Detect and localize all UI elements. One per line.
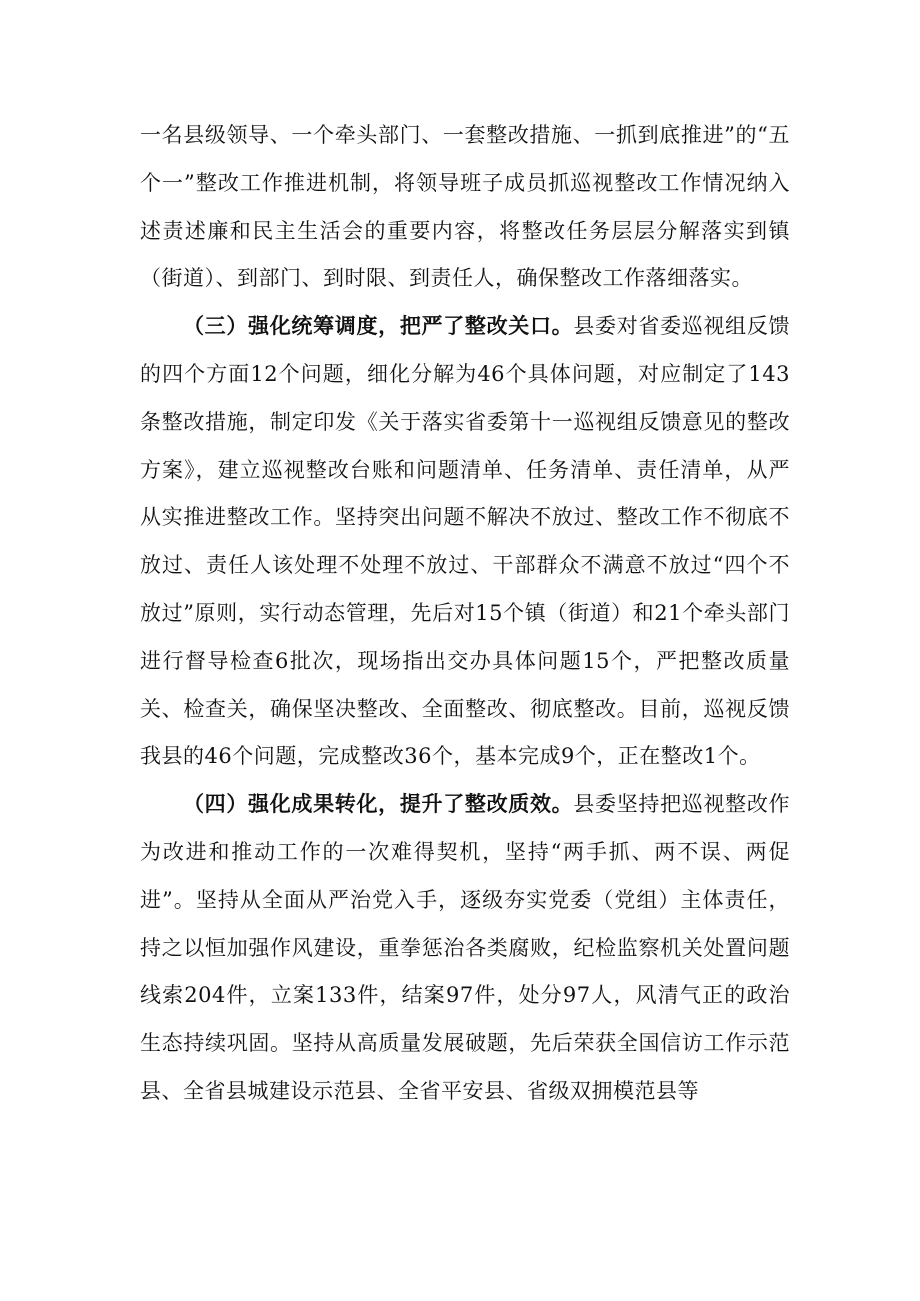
- paragraph-text: 一名县级领导、一个牵头部门、一套整改措施、一抓到底推进”的“五个一”整改工作推进机制，将领导班子成员抓巡视整改工作情况纳入述责述廉和民主生活会的重要内容，将整改任务层层分解落实到镇（街道）、到部门、到时限、到责任人，确保整改工作落细落实。: [140, 123, 790, 291]
- section-3-heading: （三）强化统筹调度，把严了整改关口。: [183, 314, 574, 339]
- section-3-text: 县委对省委巡视组反馈的四个方面12个问题，细化分解为46个具体问题，对应制定了143条整改措施，制定印发《关于落实省委第十一巡视组反馈意见的整改方案》，建立巡视整改台账和问题清单、任务清单、责任清单，从严从实推进整改工作。坚持突出问题不解决不放过、整改工作不彻底不放过、责任人该处理不处理不放过、干部群众不满意不放过“四个不放过”原则，实行动态管理，先后对15个镇（街道）和21个牵头部门进行督导检查6批次，现场指出交办具体问题15个，严把整改质量关、检查关，确保坚决整改、全面整改、彻底整改。目前，巡视反馈我县的46个问题，完成整改36个，基本完成9个，正在整改1个。: [140, 314, 791, 769]
- document-body: [140, 112, 790, 1116]
- section-4-text: 县委坚持把巡视整改作为改进和推动工作的一次难得契机，坚持“两手抓、两不误、两促进”。坚持从全面从严治党入手，逐级夯实党委（党组）主体责任，持之以恒加强作风建设，重拳惩治各类腐败，纪检监察机关处置问题线索204件，立案133件，结案97件，处分97人，风清气正的政治生态持续巩固。坚持从高质量发展破题，先后荣获全国信访工作示范县、全省县城建设示范县、全省平安县、省级双拥模范县等: [140, 792, 791, 1103]
- paragraph-section-3: [140, 303, 790, 781]
- section-4-heading: （四）强化成果转化，提升了整改质效。: [183, 792, 574, 817]
- paragraph-continuation: [140, 112, 790, 303]
- paragraph-section-4: [140, 781, 790, 1116]
